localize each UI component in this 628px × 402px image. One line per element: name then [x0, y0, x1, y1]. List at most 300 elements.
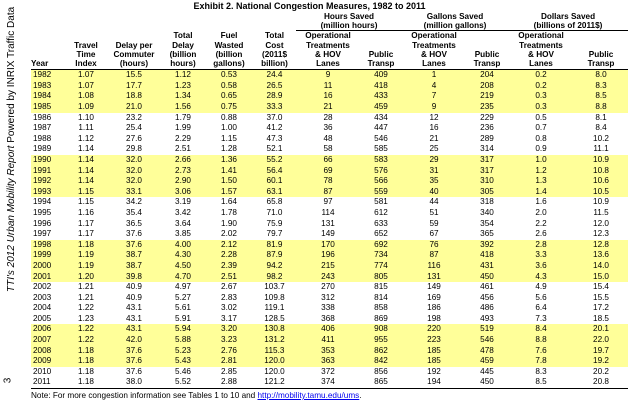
value-cell: 1.09: [65, 102, 107, 113]
value-cell: 8.5: [574, 91, 628, 102]
value-cell: 1.12: [161, 70, 205, 81]
value-cell: 433: [360, 91, 402, 102]
value-cell: 196: [296, 250, 360, 261]
value-cell: 119.1: [264, 303, 285, 313]
year-cell: 2000: [31, 261, 65, 272]
value-cell: 37.6: [107, 356, 161, 367]
value-cell: 47.3: [266, 133, 283, 143]
table-row: [31, 335, 628, 346]
value-cell: 198: [427, 313, 441, 323]
value-cell: 2.0: [535, 207, 547, 217]
table-row: [31, 356, 628, 367]
value-cell: 0.2: [508, 81, 574, 92]
value-cell: 1.17: [78, 229, 94, 239]
value-cell: 55.2: [253, 155, 296, 166]
value-cell: 5.52: [161, 377, 205, 388]
value-cell: 1.78: [221, 207, 237, 217]
value-cell: 581: [374, 197, 388, 207]
value-cell: 2.12: [205, 240, 253, 251]
value-cell: 1.2: [508, 166, 574, 177]
value-cell: 1.14: [65, 176, 107, 187]
year-cell: 1986: [33, 112, 52, 122]
value-cell: 4.00: [161, 240, 205, 251]
value-cell: 33.1: [107, 187, 161, 198]
value-cell: 270: [321, 282, 335, 292]
value-cell: 2.88: [205, 377, 253, 388]
value-cell: 10.6: [574, 176, 628, 187]
value-cell: 69: [296, 166, 360, 177]
value-cell: 1.08: [65, 91, 107, 102]
value-cell: 37.6: [126, 229, 142, 239]
column-header: Operational Treatments & HOV Lanes: [402, 31, 466, 70]
value-cell: 5.94: [161, 324, 205, 335]
value-cell: 22.0: [574, 335, 628, 346]
value-cell: 411: [296, 335, 360, 346]
value-cell: 15.0: [574, 272, 628, 283]
value-cell: 24.4: [253, 70, 296, 81]
value-cell: 38.0: [107, 377, 161, 388]
value-cell: 8.0: [574, 70, 628, 81]
table-row: [31, 240, 628, 251]
table-row: [31, 123, 628, 134]
value-cell: 3.17: [221, 313, 237, 323]
value-cell: 1.79: [175, 112, 191, 122]
value-cell: 908: [360, 324, 402, 335]
value-cell: 418: [360, 81, 402, 92]
value-cell: 32.0: [107, 166, 161, 177]
value-cell: 1.34: [161, 91, 205, 102]
value-cell: 9: [402, 102, 466, 113]
table-row: [31, 229, 628, 240]
year-cell: 2005: [33, 313, 52, 323]
group-hours-saved: Hours Saved (million hours): [296, 12, 402, 31]
year-cell: 1982: [31, 70, 65, 81]
value-cell: 220: [402, 324, 466, 335]
value-cell: 63.1: [253, 187, 296, 198]
value-cell: 1.41: [205, 166, 253, 177]
table-row: [31, 70, 628, 81]
value-cell: 131: [321, 218, 335, 228]
column-header: Fuel Wasted (billion gallons): [205, 31, 253, 70]
value-cell: 28.9: [253, 91, 296, 102]
value-cell: 37.0: [266, 112, 283, 122]
value-cell: 204: [466, 70, 508, 81]
value-cell: 5.27: [175, 292, 191, 302]
table-row: [31, 303, 628, 314]
value-cell: 0.9: [535, 144, 547, 154]
value-cell: 60.1: [253, 176, 296, 187]
value-cell: 856: [374, 366, 388, 376]
value-cell: 1.18: [78, 366, 94, 376]
value-cell: 40.9: [126, 292, 142, 302]
value-cell: 58: [323, 144, 333, 154]
value-cell: 1.99: [175, 123, 191, 133]
year-cell: 1990: [31, 155, 65, 166]
table-row: [31, 155, 628, 166]
value-cell: 1.14: [65, 155, 107, 166]
value-cell: 131.2: [253, 335, 296, 346]
value-cell: 10.9: [593, 197, 609, 207]
value-cell: 450: [466, 377, 508, 388]
value-cell: 0.65: [205, 91, 253, 102]
value-cell: 2.51: [175, 144, 191, 154]
column-header: Public Transp: [466, 31, 508, 70]
value-cell: 3.42: [175, 207, 191, 217]
value-cell: 3.6: [508, 261, 574, 272]
table-row: [31, 208, 628, 219]
value-cell: 2.81: [205, 356, 253, 367]
value-cell: 338: [321, 303, 335, 313]
value-cell: 4.3: [508, 272, 574, 283]
value-cell: 15.5: [593, 292, 609, 302]
year-cell: 1997: [33, 229, 52, 239]
value-cell: 1.22: [65, 324, 107, 335]
value-cell: 23.2: [126, 112, 142, 122]
value-cell: 37.6: [126, 366, 142, 376]
value-cell: 546: [466, 335, 508, 346]
value-cell: 0.3: [508, 91, 574, 102]
value-cell: 34.2: [126, 197, 142, 207]
value-cell: 4.97: [175, 282, 191, 292]
value-cell: 805: [360, 272, 402, 283]
value-cell: 3.20: [205, 324, 253, 335]
value-cell: 36: [323, 123, 333, 133]
value-cell: 103.7: [264, 282, 285, 292]
value-cell: 546: [374, 133, 388, 143]
value-cell: 128.5: [264, 313, 285, 323]
value-cell: 310: [466, 176, 508, 187]
value-cell: 814: [374, 292, 388, 302]
year-cell: 1998: [31, 240, 65, 251]
value-cell: 243: [296, 272, 360, 283]
table-row: [31, 81, 628, 92]
value-cell: 2.67: [221, 282, 237, 292]
value-cell: 21.0: [107, 102, 161, 113]
value-cell: 21: [429, 133, 439, 143]
value-cell: 26.5: [253, 81, 296, 92]
table-row: [31, 250, 628, 261]
sidebar: [0, 0, 24, 402]
value-cell: 2.39: [205, 261, 253, 272]
table-row: [31, 293, 628, 304]
table-row: [31, 219, 628, 230]
value-cell: 5.23: [161, 346, 205, 357]
value-cell: 447: [374, 123, 388, 133]
value-cell: 815: [374, 282, 388, 292]
value-cell: 1.21: [78, 282, 94, 292]
value-cell: 8.4: [595, 123, 607, 133]
table-row: [31, 113, 628, 124]
value-cell: 94.2: [253, 261, 296, 272]
value-cell: 8.8: [508, 335, 574, 346]
value-cell: 8.3: [535, 366, 547, 376]
value-cell: 2.8: [508, 240, 574, 251]
value-cell: 32.0: [107, 155, 161, 166]
value-cell: 409: [360, 70, 402, 81]
value-cell: 486: [480, 303, 494, 313]
value-cell: 493: [480, 313, 494, 323]
value-cell: 2.2: [535, 218, 547, 228]
value-cell: 37.6: [107, 346, 161, 357]
value-cell: 1.15: [65, 187, 107, 198]
value-cell: 7.8: [508, 356, 574, 367]
table-row: [31, 346, 628, 357]
value-cell: 4.9: [535, 282, 547, 292]
value-cell: 2.83: [221, 292, 237, 302]
value-cell: 2.85: [221, 366, 237, 376]
value-cell: 372: [321, 366, 335, 376]
value-cell: 1.23: [78, 313, 94, 323]
value-cell: 120.0: [253, 356, 296, 367]
value-cell: 1.64: [221, 197, 237, 207]
value-cell: 418: [466, 250, 508, 261]
value-cell: 7.6: [508, 346, 574, 357]
report-credit: Powered by INRIX Traffic Data: [6, 6, 17, 143]
value-cell: 10.8: [574, 166, 628, 177]
year-cell: 1983: [31, 81, 65, 92]
value-cell: 1.17: [78, 218, 94, 228]
year-cell: 2004: [33, 303, 52, 313]
value-cell: 1.3: [508, 176, 574, 187]
value-cell: 149: [427, 282, 441, 292]
value-cell: 236: [480, 123, 494, 133]
value-cell: 652: [374, 229, 388, 239]
value-cell: 25: [429, 144, 439, 154]
table-row: [31, 187, 628, 198]
exhibit: [31, 0, 615, 401]
value-cell: 87: [402, 250, 466, 261]
mobility-link[interactable]: http://mobility.tamu.edu/ums: [257, 391, 360, 401]
table-row: [31, 367, 628, 378]
value-cell: 431: [466, 261, 508, 272]
value-cell: 1.6: [535, 197, 547, 207]
value-cell: 43.1: [126, 313, 142, 323]
column-header: Travel Time Index: [65, 31, 107, 70]
table-row: [31, 91, 628, 102]
value-cell: 450: [466, 272, 508, 283]
value-cell: 25.4: [126, 123, 142, 133]
value-cell: 66: [296, 155, 360, 166]
value-cell: 2.90: [161, 176, 205, 187]
value-cell: 114: [321, 207, 335, 217]
value-cell: 56.4: [253, 166, 296, 177]
value-cell: 1.20: [65, 272, 107, 283]
value-cell: 734: [360, 250, 402, 261]
value-cell: 41.2: [266, 123, 283, 133]
value-cell: 130.8: [253, 324, 296, 335]
value-cell: 79.7: [266, 229, 283, 239]
column-header: Delay per Commuter (hours): [107, 31, 161, 70]
value-cell: 5.43: [161, 356, 205, 367]
value-cell: 289: [480, 133, 494, 143]
value-cell: 318: [480, 197, 494, 207]
value-cell: 35: [402, 176, 466, 187]
value-cell: 3.23: [205, 335, 253, 346]
value-cell: 15.4: [593, 282, 609, 292]
value-cell: 365: [480, 229, 494, 239]
year-cell: 2003: [33, 292, 52, 302]
value-cell: 955: [360, 335, 402, 346]
year-cell: 1999: [31, 250, 65, 261]
value-cell: 1.56: [161, 102, 205, 113]
table-row: [31, 272, 628, 283]
value-cell: 75.9: [266, 218, 283, 228]
value-cell: 1.18: [65, 356, 107, 367]
value-cell: 3.3: [508, 250, 574, 261]
value-cell: 0.75: [205, 102, 253, 113]
value-cell: 185: [402, 346, 466, 357]
group-dollars-saved: Dollars Saved (billions of 2011$): [508, 12, 628, 31]
value-cell: 0.53: [205, 70, 253, 81]
year-cell: 1989: [33, 144, 52, 154]
value-cell: 5.46: [175, 366, 191, 376]
value-cell: 340: [480, 207, 494, 217]
value-cell: 1.57: [205, 187, 253, 198]
column-header: Operational Treatments & HOV Lanes: [296, 31, 360, 70]
value-cell: 434: [374, 112, 388, 122]
value-cell: 19.2: [574, 356, 628, 367]
value-cell: 461: [480, 282, 494, 292]
value-cell: 7.3: [535, 313, 547, 323]
value-cell: 1.19: [65, 250, 107, 261]
value-cell: 11.5: [593, 207, 609, 217]
year-cell: 1991: [31, 166, 65, 177]
value-cell: 1.28: [221, 144, 237, 154]
value-cell: 185: [402, 356, 466, 367]
value-cell: 48: [323, 133, 333, 143]
value-cell: 5.88: [161, 335, 205, 346]
value-cell: 445: [480, 366, 494, 376]
value-cell: 1.12: [78, 133, 94, 143]
value-cell: 774: [360, 261, 402, 272]
value-cell: 17.2: [593, 303, 609, 313]
value-cell: 8.1: [595, 112, 607, 122]
value-cell: 2.76: [205, 346, 253, 357]
value-cell: 1.4: [508, 187, 574, 198]
value-cell: 10.9: [574, 155, 628, 166]
value-cell: 692: [360, 240, 402, 251]
value-cell: 81.9: [253, 240, 296, 251]
value-cell: 1.15: [221, 133, 237, 143]
table-row: [31, 134, 628, 145]
value-cell: 2.51: [205, 272, 253, 283]
year-cell: 1988: [33, 133, 52, 143]
value-cell: 566: [360, 176, 402, 187]
table-row: [31, 102, 628, 113]
value-cell: 842: [360, 356, 402, 367]
value-cell: 3.85: [175, 229, 191, 239]
table-row: [31, 166, 628, 177]
value-cell: 223: [402, 335, 466, 346]
value-cell: 35.4: [126, 207, 142, 217]
value-cell: 0.58: [205, 81, 253, 92]
value-cell: 8.5: [508, 377, 574, 388]
value-cell: 43.1: [107, 324, 161, 335]
value-cell: 2.66: [161, 155, 205, 166]
value-cell: 5.91: [175, 313, 191, 323]
year-cell: 2008: [31, 346, 65, 357]
value-cell: 12.0: [593, 218, 609, 228]
value-cell: 42.0: [107, 335, 161, 346]
value-cell: 363: [296, 356, 360, 367]
value-cell: 583: [360, 155, 402, 166]
value-cell: 32.0: [107, 176, 161, 187]
year-cell: 1985: [31, 102, 65, 113]
value-cell: 1.15: [78, 197, 94, 207]
value-cell: 1.18: [65, 346, 107, 357]
value-cell: 5.6: [535, 292, 547, 302]
year-cell: 1996: [33, 218, 52, 228]
group-gallons-saved: Gallons Saved (million gallons): [402, 12, 508, 31]
value-cell: 11.1: [593, 144, 609, 154]
value-cell: 5.61: [175, 303, 191, 313]
table-row: [31, 282, 628, 293]
page-number: 3: [2, 377, 14, 384]
table-row: [31, 314, 628, 325]
value-cell: 10.2: [593, 133, 609, 143]
note-text: Note: For more congestion information see Tables 1 to 10 and: [31, 391, 258, 401]
value-cell: 194: [402, 377, 466, 388]
value-cell: 633: [374, 218, 388, 228]
value-cell: 1.18: [65, 377, 107, 388]
value-cell: 38.7: [107, 261, 161, 272]
table-row: [31, 176, 628, 187]
value-cell: 368: [321, 313, 335, 323]
value-cell: 52.1: [266, 144, 283, 154]
value-cell: 585: [374, 144, 388, 154]
table-row: [31, 324, 628, 335]
year-cell: 1995: [33, 207, 52, 217]
value-cell: 15.5: [107, 70, 161, 81]
value-cell: 3.02: [221, 303, 237, 313]
year-cell: 1984: [31, 91, 65, 102]
year-cell: 2010: [33, 366, 52, 376]
value-cell: 87: [296, 187, 360, 198]
value-cell: 71.0: [266, 207, 283, 217]
table-row: [31, 197, 628, 208]
value-cell: 3.19: [175, 197, 191, 207]
value-cell: 8.8: [574, 102, 628, 113]
year-cell: 1994: [33, 197, 52, 207]
table-row: [31, 377, 628, 388]
value-cell: 115.3: [253, 346, 296, 357]
value-cell: 392: [466, 240, 508, 251]
year-cell: 2007: [31, 335, 65, 346]
value-cell: 36.5: [126, 218, 142, 228]
congestion-table: [31, 12, 628, 389]
value-cell: 219: [466, 91, 508, 102]
value-cell: 16: [296, 91, 360, 102]
value-cell: 869: [374, 313, 388, 323]
value-cell: 9: [296, 70, 360, 81]
year-cell: 2009: [31, 356, 65, 367]
value-cell: 229: [480, 112, 494, 122]
year-cell: 2006: [31, 324, 65, 335]
value-cell: 3.06: [161, 187, 205, 198]
value-cell: 235: [466, 102, 508, 113]
value-cell: 865: [360, 377, 402, 388]
value-cell: 27.6: [126, 133, 142, 143]
value-cell: 4.70: [161, 272, 205, 283]
value-cell: 0.7: [535, 123, 547, 133]
value-cell: 98.2: [253, 272, 296, 283]
column-header-year: Year: [31, 31, 65, 70]
value-cell: 28: [323, 112, 333, 122]
value-cell: 40: [402, 187, 466, 198]
column-header: Total Cost (2011$ billion): [253, 31, 296, 70]
value-cell: 1.36: [205, 155, 253, 166]
year-cell: 1993: [31, 187, 65, 198]
